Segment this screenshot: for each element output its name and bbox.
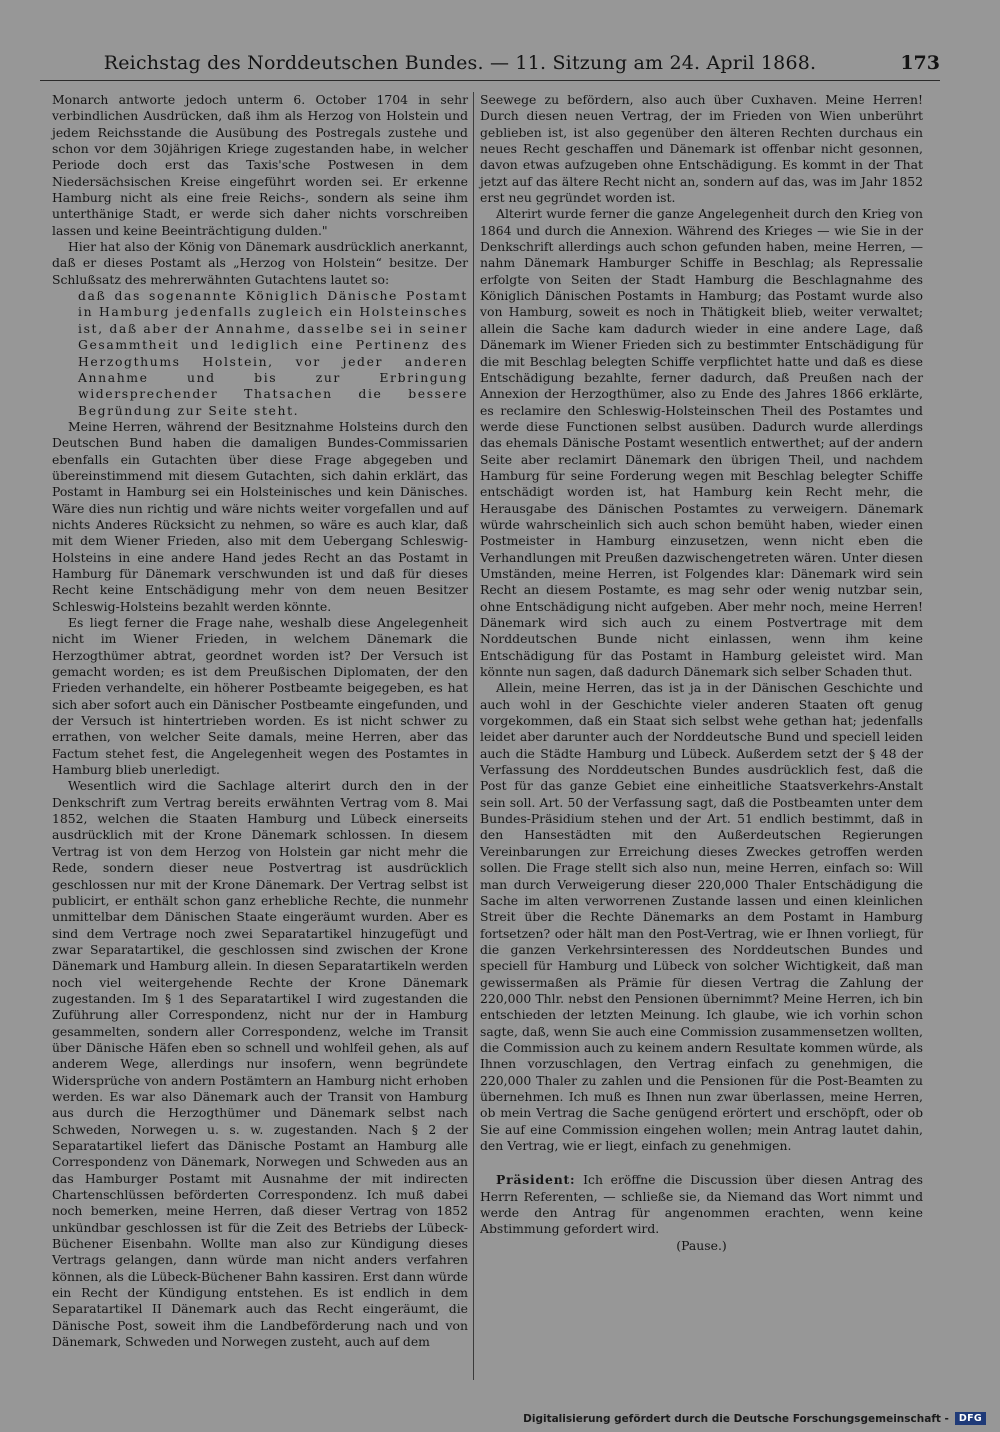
paragraph: Wesentlich wird die Sachlage alterirt durch den in der Denkschrift zum Vertrag bereits erwähnten Vertrag vom 8. Mai 1852, welchen die Staaten Hamburg und Lübeck einerseits ausdrücklich mit der Krone Dänemark schlossen. In diesem Vertrag ist von dem Herzog von Holstein gar nicht mehr die Rede, sondern dieser neue Postvertrag ist ausdrücklich geschlossen nur mit der Krone Dänemark. Der Vertrag selbst ist publicirt, er enthält schon ganz erhebliche Rechte, die nunmehr unmittelbar dem Dänischen Staate eingeräumt wurden. Aber es sind dem Vertrage noch zwei Separatartikel hinzugefügt und zwar Separatartikel, die geschlossen sind zwischen der Krone Dänemark und Hamburg allein. In diesen Separatartikeln werden noch viel weitergehende Rechte der Krone Dänemark zugestanden. Im § 1 des Separatartikel I wird zugestanden die Zuführung aller Correspondenz, nicht nur der in Hamburg gesammelten, sondern aller Correspondenz, welche im Transit über Dänische Häfen eben so schnell und wohlfeil gehen, als auf anderem Wege, allerdings nur insofern, wenn begründete Widersprüche von andern Postämtern an Hamburg nicht erhoben werden. Es war also Dänemark auch der Transit von Hamburg aus durch die Herzogthümer und Dänemark selbst nach Schweden, Norwegen u. s. w. zugestanden. Nach § 2 der Separatartikel liefert das Dänische Postamt an Hamburg alle Correspondenz von Dänemark, Norwegen und Schweden aus an das Hamburger Postamt mit Ausnahme der mit indirecten Chartenschlüssen beförderten Correspondenz. Ich muß dabei noch bemerken, meine Herren, daß dieser Vertrag von 1852 unkündbar geschlossen ist für die Zeit des Betriebs der Lübeck-Büchener Eisenbahn. Wollte man also zur Kündigung dieses Vertrags gelangen, dann würde man nicht anders verfahren können, als die Lübeck-Büchener Bahn kassiren. Erst dann würde ein Recht der Kündigung entstehen. Es ist endlich in dem Separatartikel II Dänemark auch das Recht eingeräumt, die Dänische Post, soweit ihm die Landbeförderung nach und von Dänemark, Schweden und Norwegen zusteht, auch auf dem [52,778,468,1350]
paragraph: Hier hat also der König von Dänemark ausdrücklich anerkannt, daß er dieses Postamt als „Herzog von Holstein“ besitze. Der Schlußsatz des mehrerwähnten Gutachtens lautet so: [52,239,468,287]
paragraph: Seewege zu befördern, also auch über Cuxhaven. Meine Herren! Durch diesen neuen Vertrag, der im Frieden von Wien unberührt geblieben ist, ist also gegenüber den älteren Rechten durchaus ein neues Recht geschaffen und Dänemark ist offenbar nicht gesonnen, davon etwas aufzugeben ohne Entschädigung. Es kommt in der That jetzt auf das ältere Recht nicht an, sondern auf das, was im Jahr 1852 erst neu gegründet worden ist. [480,92,923,206]
page-number: 173 [900,52,940,74]
quoted-conclusion: daß das sogenannte Königlich Dänische Postamt in Hamburg jedenfalls zugleich ein Holsteinsches ist, daß aber der Annahme, dasselbe sei in seiner Gesammtheit und lediglich eine Pertinenz des Herzogthums Holstein, vor jeder anderen Annahme und bis zur Erbringung widersprechender Thatsachen die bessere Begründung zur Seite steht. [78,288,468,418]
left-column [52,92,468,1350]
president-text: Ich eröffne die Discussion über diesen Antrag des Herrn Referenten, — schließe sie, da Niemand das Wort nimmt und werde den Antrag für angenommen erachten, wenn keine Abstimmung gefordert wird. [480,1172,923,1237]
paragraph: Allein, meine Herren, das ist ja in der Dänischen Geschichte und auch wohl in der Geschichte vieler anderen Staaten oft genug vorgekommen, daß ein Staat sich selbst wehe gethan hat; jedenfalls leidet aber darunter auch der Norddeutsche Bund und speciell leiden auch die Städte Hamburg und Lübeck. Außerdem setzt der § 48 der Verfassung des Norddeutschen Bundes ausdrücklich fest, daß die Post für das ganze Gebiet eine einheitliche Staatsverkehrs-Anstalt sein soll. Art. 50 der Verfassung sagt, daß die Postbeamten unter dem Bundes-Präsidium stehen und der Art. 51 endlich bestimmt, daß in den Hansestädten mit den Außerdeutschen Regierungen Vereinbarungen zur Erreichung dieses Zweckes getroffen werden sollen. Die Frage stellt sich also nun, meine Herren, einfach so: Will man durch Verweigerung dieser 220,000 Thaler Entschädigung die Sache im alten verworrenen Zustande lassen und einen kleinlichen Streit über die Rechte Dänemarks an dem Postamt in Hamburg fortsetzen? oder hält man den Post-Vertrag, wie er Ihnen vorliegt, für die ganzen Verkehrsinteressen des Norddeutschen Bundes und speciell für Hamburg und Lübeck von solcher Wichtigkeit, daß man gewissermaßen als Prämie für diesen Vertrag die Zahlung der 220,000 Thlr. nebst den Pensionen übernimmt? Meine Herren, ich bin entschieden der letzten Meinung. Ich glaube, wie ich vorhin schon sagte, daß, wenn Sie auch eine Commission zusammensetzen wollten, die Commission auch zu keinem andern Resultate kommen würde, als Ihnen vorzuschlagen, den Vertrag einfach zu genehmigen, die 220,000 Thaler zu zahlen und die Pensionen für die Post-Beamten zu übernehmen. Ich muß es Ihnen nun zwar überlassen, meine Herren, ob mein Vertrag die Sache genügend erörtert und erschöpft, oder ob Sie auf eine Commission eingehen wollen; mein Antrag lautet dahin, den Vertrag, wie er liegt, einfach zu genehmigen. [480,680,923,1153]
right-column [480,92,923,1254]
page-header [40,52,940,81]
running-title: Reichstag des Norddeutschen Bundes. — 11. Sitzung am 24. April 1868. [103,52,817,74]
footer-text: Digitalisierung gefördert durch die Deutsche Forschungsgemeinschaft - [523,1412,949,1425]
pause-note: (Pause.) [676,1237,727,1253]
president-statement [480,1172,923,1237]
paragraph: Es liegt ferner die Frage nahe, weshalb diese Angelegenheit nicht im Wiener Frieden, in welchem Dänemark die Herzogthümer abtrat, geordnet worden ist? Der Versuch ist gemacht worden; es ist dem Preußischen Diplomaten, der den Frieden verhandelte, ein höherer Postbeamte beigegeben, es hat sich aber sofort auch ein Dänischer Postbeamte eingefunden, und der Versuch ist hintertrieben worden. Es ist nicht schwer zu errathen, von welcher Seite damals, meine Herren, aber das Factum stehet fest, die Angelegenheit wegen des Postamtes in Hamburg blieb unerledigt. [52,615,468,778]
column-divider [473,92,474,1380]
dfg-logo-icon: DFG [955,1412,986,1425]
speaker-label: Präsident: [496,1172,576,1188]
paragraph: Alterirt wurde ferner die ganze Angelegenheit durch den Krieg von 1864 und durch die Annexion. Während des Krieges — wie Sie in der Denkschrift allerdings auch schon gefunden haben, meine Herren, — nahm Dänemark Hamburger Schiffe in Beschlag; als Repressalie erfolgte von Seiten der Stadt Hamburg die Beschlagnahme des Königlich Dänischen Postamts in Hamburg; das Postamt wurde also von Hamburg, soweit es noch in Thätigkeit blieb, weiter verwaltet; allein die Sache kam dadurch wieder in eine andere Lage, daß Dänemark im Wiener Frieden sich zu bestimmter Entschädigung für die mit Beschlag belegten Schiffe verpflichtet hatte und daß es diese Entschädigung bezahlte, ferner dadurch, daß Preußen nach der Annexion der Herzogthümer, also zu Ende des Jahres 1866 erklärte, es reclamire den Schleswig-Holsteinschen Theil des Postamtes und werde diese Functionen selbst ausüben. Dadurch wurde allerdings das ehemals Dänische Postamt wesentlich entwerthet; auf der andern Seite aber reclamirt Dänemark den übrigen Theil, und nachdem Hamburg für seine Forderung wegen mit Beschlag belegter Schiffe entschädigt worden ist, hat Hamburg kein Recht mehr, die Herausgabe des Dänischen Postamtes zu verweigern. Dänemark würde wahrscheinlich sich auch schon bemüht haben, wieder einen Postmeister in Hamburg einzusetzen, wenn nicht eben die Verhandlungen mit Preußen dazwischengetreten wären. Unter diesen Umständen, meine Herren, ist Folgendes klar: Dänemark wird sein Recht an diesem Postamte, es mag sehr oder wenig nutzbar sein, ohne Entschädigung nicht aufgeben. Aber mehr noch, meine Herren! Dänemark wird sich auch zu einem Postvertrage mit dem Norddeutschen Bunde nicht einlassen, wenn ihm keine Entschädigung für das Postamt in Hamburg geleistet wird. Man könnte nun sagen, daß dadurch Dänemark sich selber Schaden thut. [480,206,923,680]
paragraph: Meine Herren, während der Besitznahme Holsteins durch den Deutschen Bund haben die damaligen Bundes-Commissarien ebenfalls ein Gutachten über diese Frage abgegeben und übereinstimmend mit diesem Gutachten, sich dahin erklärt, das Postamt in Hamburg sei ein Holsteinisches und kein Dänisches. Wäre dies nun richtig und wäre nichts weiter vorgefallen und auf nichts Anderes Rücksicht zu nehmen, so wäre es auch klar, daß mit dem Wiener Frieden, also mit dem Uebergang Schleswig-Holsteins in eine andere Hand jedes Recht an das Postamt in Hamburg für Dänemark verschwunden ist und daß für dieses Recht keine Entschädigung mehr von dem neuen Besitzer Schleswig-Holsteins bezahlt werden könnte. [52,418,468,614]
digitization-footer [523,1412,986,1425]
paragraph: Monarch antworte jedoch unterm 6. October 1704 in sehr verbindlichen Ausdrücken, daß ihm als Herzog von Holstein und jedem Reichsstande die Ausübung des Postregals zustehe und schon vor dem 30jährigen Kriege zugestanden habe, in welcher Periode doch erst das Taxis'sche Postwesen in dem Niedersächsischen Kreise eingeführt worden sei. Er erkenne Hamburg nicht als eine freie Reichs-, sondern als seine ihm unterthänige Stadt, er werde sich daher nichts vorschreiben lassen und keine Beeinträchtigung dulden." [52,92,468,238]
